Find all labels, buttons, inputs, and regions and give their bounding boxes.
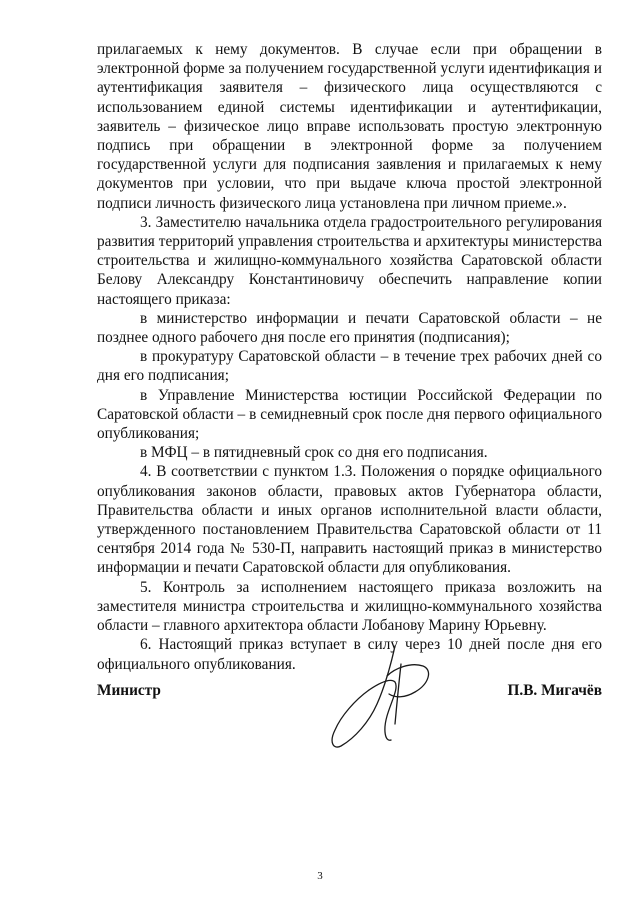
paragraph-3: 3. Заместителю начальника отдела градостроительного регулирования развития территорий управления строительства и архитектуры министерства строительства и жилищно-коммунального хозяйства Саратовской области Белову Александру Константиновичу обеспечить направление копии настоящего приказа: (97, 213, 602, 308)
paragraph-3-item-2: в прокуратуру Саратовской области – в течение трех рабочих дней со дня его подписания; (97, 348, 602, 385)
paragraph-3-item-4: в МФЦ – в пятидневный срок со дня его подписания. (140, 444, 488, 462)
paragraph-3-item-1: в министерство информации и печати Саратовской области – не позднее одного рабочего дня после его принятия (подписания); (97, 309, 602, 347)
handwritten-signature (325, 642, 440, 752)
paragraph-4: 4. В соответствии с пунктом 1.3. Положения о порядке официального опубликования законов области, правовых актов Губернатора области, Правительства области и иных органов исполнительной власти области, утвержденного постановлением Правительства Саратовской области от 11 сентября 2014 года № 530-П, направить настоящий приказ в министерство информации и печати Саратовской области для опубликования. (97, 463, 602, 577)
paragraph-5: 5. Контроль за исполнением настоящего приказа возложить на заместителя министра строительства и жилищно-коммунального хозяйства области – главного архитектора области Лобанову Марину Юрьевну. (97, 578, 602, 635)
paragraph-6: 6. Настоящий приказ вступает в силу через 10 дней после дня его официального опубликования. (97, 636, 602, 673)
paragraph-continuation: прилагаемых к нему документов. В случае если при обращении в электронной форме за получением государственной услуги идентификация и аутентификация заявителя – физического лица осуществляются с использованием единой системы идентификации и аутентификации, заявитель – физическое лицо вправе использовать простую электронную подпись при обращении в электронной форме за получением государственной услуги для подписания заявления и прилагаемых к нему документов при условии, что при выдаче ключа простой электронной подписи личность физического лица установлена при личном приеме.». (97, 41, 602, 212)
page-number: 3 (317, 870, 323, 882)
signer-position: Министр (97, 682, 161, 699)
signer-name: П.В. Мигачёв (507, 682, 602, 699)
document-body (97, 40, 602, 674)
paragraph-3-item-3: в Управление Министерства юстиции Российской Федерации по Саратовской области – в семидневный срок после дня первого официального опубликования; (97, 386, 602, 443)
